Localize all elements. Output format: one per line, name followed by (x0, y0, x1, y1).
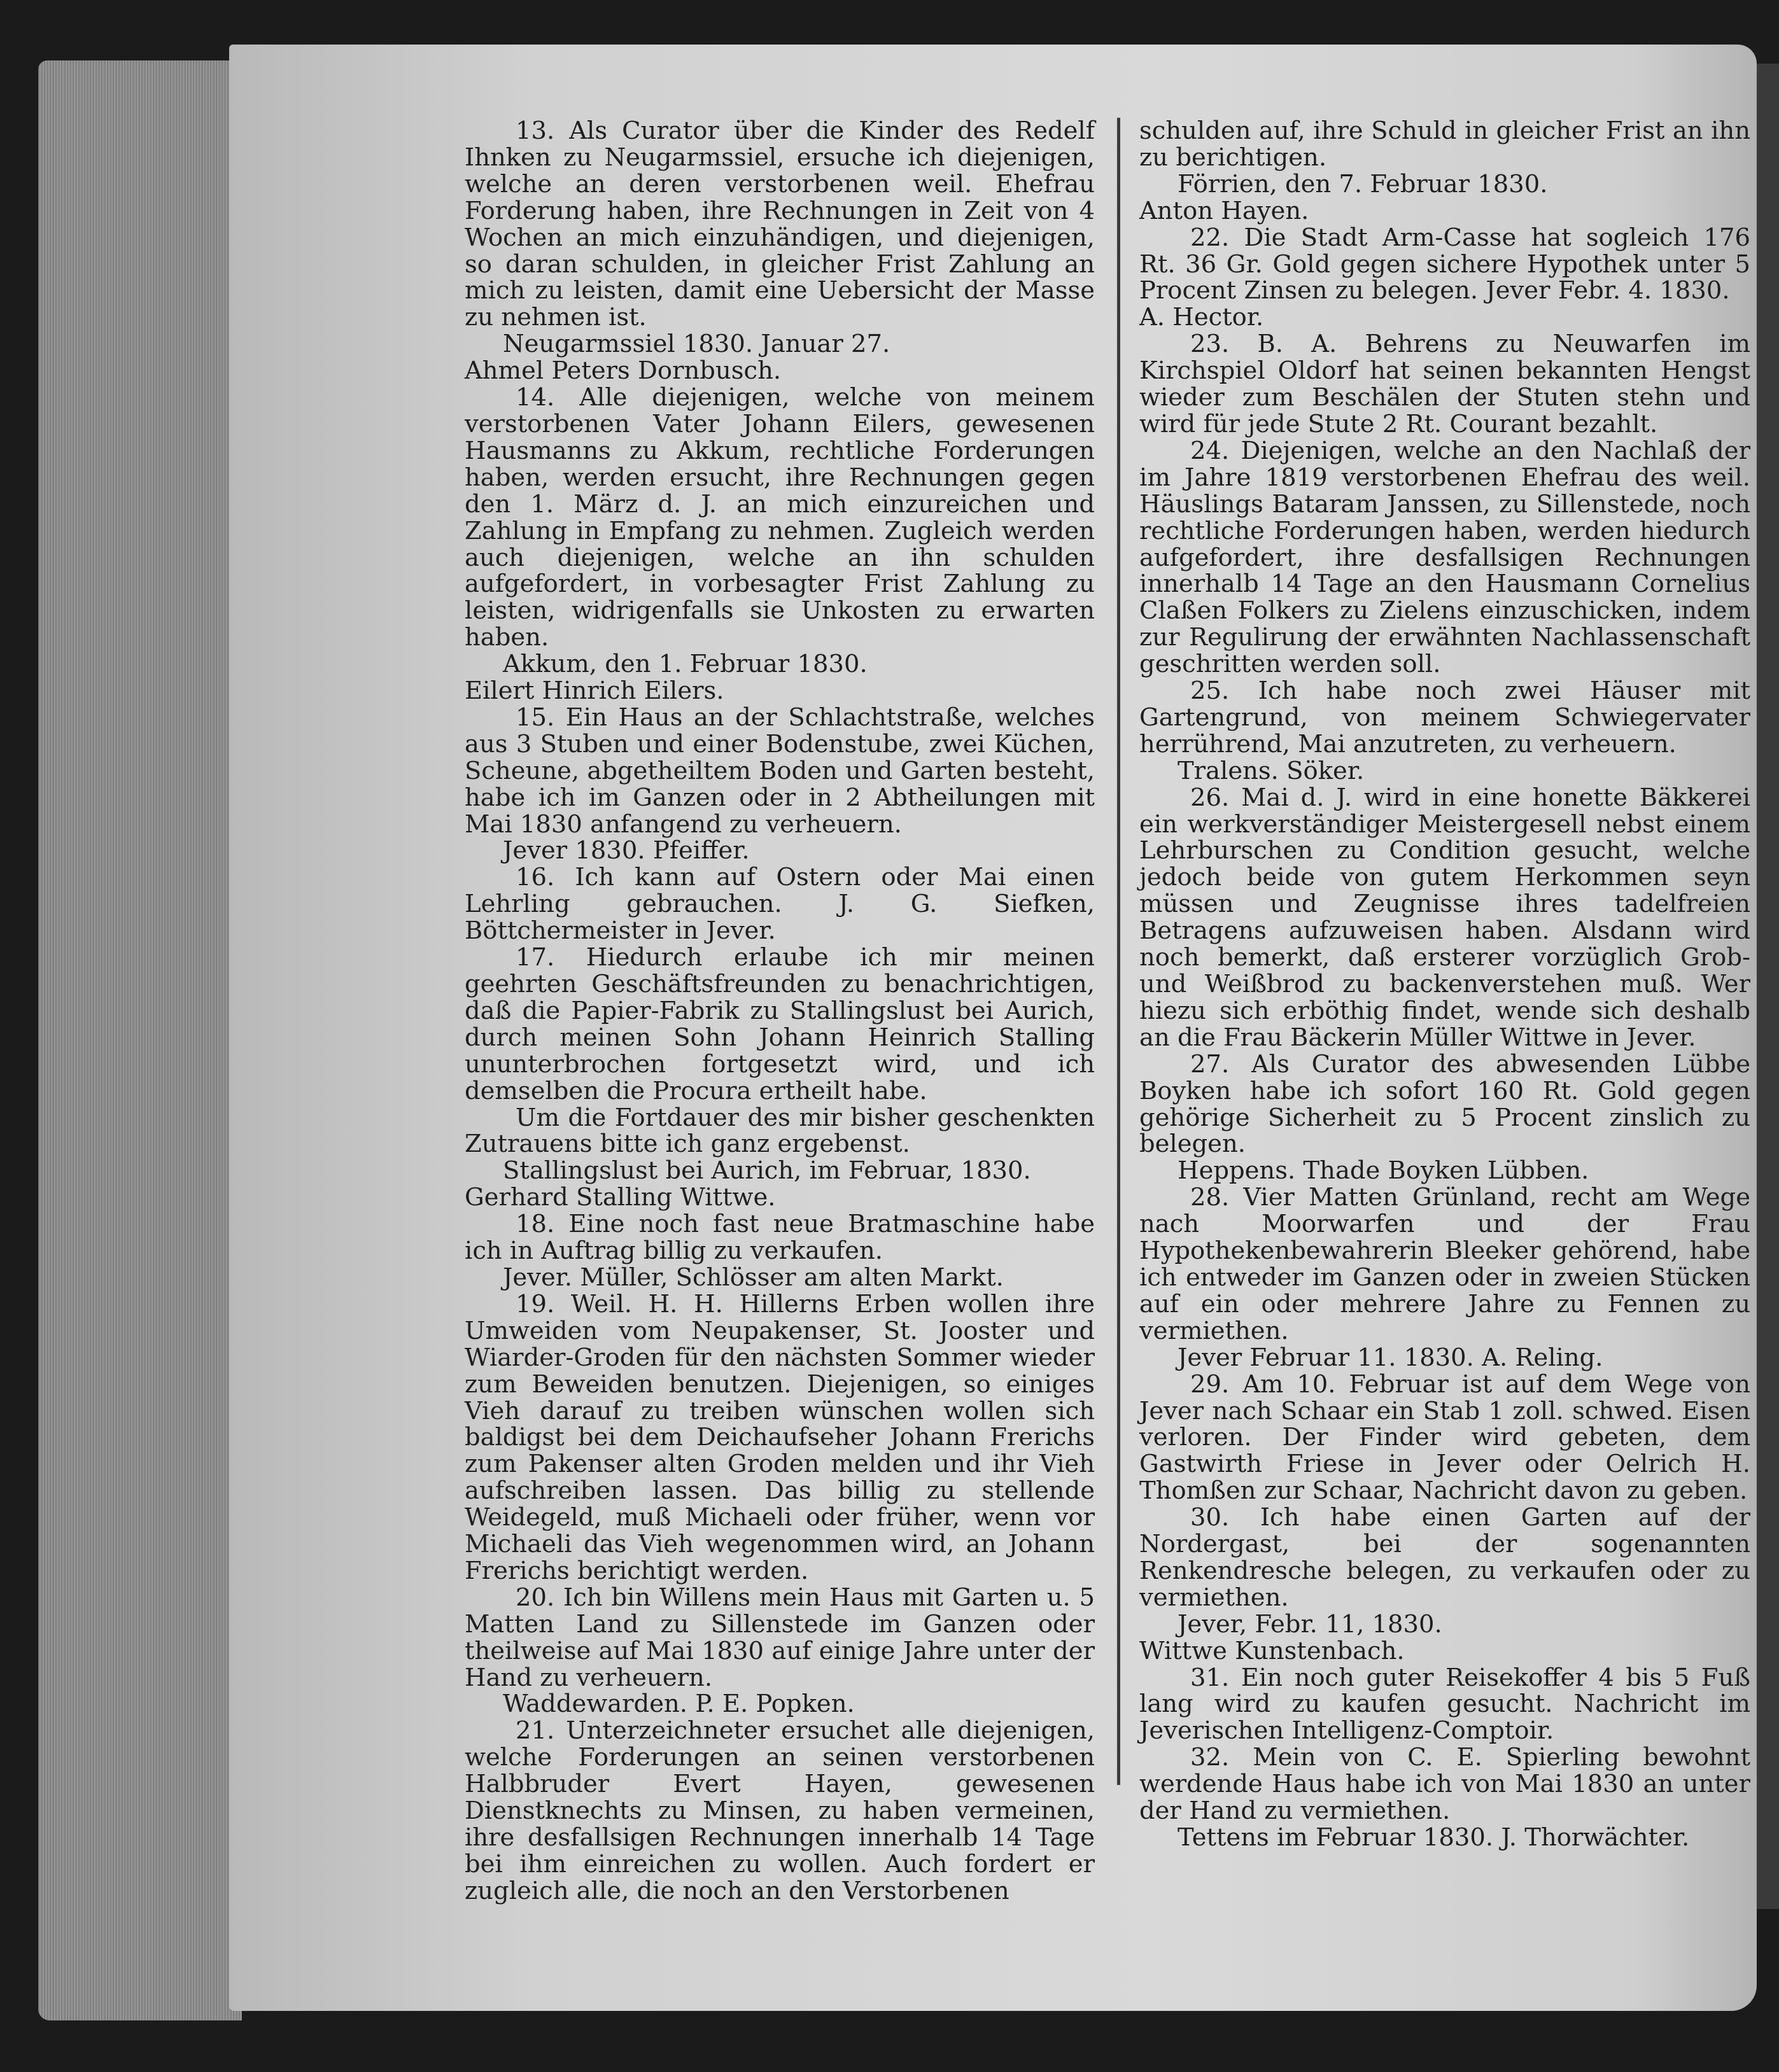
paragraph: 29. Am 10. Februar ist auf dem Wege von Jever nach Schaar ein Stab 1 zoll. schwed. Eisen verloren. Der Finder wird gebeten, dem Gastwirth Friese in Jever oder Oelrich H. Thomßen zur Schaar, Nachricht davon zu geben. (1139, 1369, 1750, 1506)
book-page-edges (38, 60, 242, 2020)
paragraph: 32. Mein von C. E. Spierling bewohnt werdende Haus habe ich von Mai 1830 an unter der Hand zu vermiethen. (1139, 1743, 1750, 1826)
paragraph: Ahmel Peters Dornbusch. (465, 356, 782, 386)
paragraph: Förrien, den 7. Februar 1830. (1178, 169, 1548, 199)
paragraph: Neugarmssiel 1830. Januar 27. (503, 330, 890, 359)
paragraph: 17. Hiedurch erlaube ich mir meinen geehrten Geschäftsfreunden zu benachrichtigen, daß die Papier-Fabrik zu Stallingslust bei Aurich, durch meinen Sohn Johann Heinrich Stalling ununterbrochen fortgesetzt wird, und ich demselben die Procura ertheilt habe. (465, 943, 1095, 1105)
paragraph: 23. B. A. Behrens zu Neuwarfen im Kirchspiel Oldorf hat seinen bekannten Hengst wieder zum Beschälen der Stuten stehn und wird für jede Stute 2 Rt. Courant bezahlt. (1139, 330, 1750, 438)
paragraph: 24. Diejenigen, welche an den Nachlaß der im Jahre 1819 verstorbenen Ehefrau des weil. Häuslings Bataram Janssen, zu Sillenstede, noch rechtliche Forderungen haben, werden hiedurch aufgefordert, ihre desfallsigen Rechnungen innerhalb 14 Tage an den Hausmann Cornelius Claßen Folkers zu Zielens einzuschicken, indem zur Regulirung der erwähnten Nachlassenschaft geschritten werden soll. (1139, 436, 1750, 679)
left-column (465, 118, 1095, 1905)
paragraph: 26. Mai d. J. wird in eine honette Bäkkerei ein werkverständiger Meistergesell nebst einem Lehrburschen zu Condition gesucht, welche jedoch beide von gutem Herkommen seyn müssen und Zeugnisse ihres tadelfreien Betragens aufzuweisen haben. Alsdann wird noch bemerkt, daß ersterer vorzüglich Grob- und Weißbrod zu backenverstehen muß. Wer hiezu sich erböthig findet, wende sich deshalb an die Frau Bäckerin Müller Wittwe in Jever. (1139, 783, 1750, 1052)
column-divider (1117, 118, 1120, 1785)
paragraph: 16. Ich kann auf Ostern oder Mai einen Lehrling gebrauchen. J. G. Siefken, Böttchermeister in Jever. (465, 863, 1095, 946)
paragraph: Um die Fortdauer des mir bisher geschenkten Zutrauens bitte ich ganz ergebenst. (465, 1103, 1095, 1159)
right-column (1139, 118, 1750, 1851)
paragraph: Waddewarden. P. E. Popken. (503, 1690, 855, 1719)
paragraph: Tettens im Februar 1830. J. Thorwächter. (1178, 1823, 1690, 1852)
paragraph: 27. Als Curator des abwesenden Lübbe Boyken habe ich sofort 160 Rt. Gold gegen gehörige Sicherheit zu 5 Procent zinslich zu belegen. (1139, 1049, 1750, 1159)
paragraph: Anton Hayen. (1139, 196, 1309, 225)
paragraph: 19. Weil. H. H. Hillerns Erben wollen ihre Umweiden vom Neupakenser, St. Jooster und Wiarder-Groden für den nächsten Sommer wieder zum Beweiden benutzen. Diejenigen, so einiges Vieh darauf zu treiben wünschen wollen sich baldigst bei dem Deichaufseher Johann Frerichs zum Pakenser alten Groden melden und ihr Vieh aufschreiben lassen. Das billig zu stellende Weidegeld, muß Michaeli oder früher, wenn vor Michaeli das Vieh wegenommen wird, an Johann Frerichs berichtigt werden. (465, 1289, 1095, 1585)
facing-page-edge (1757, 64, 1779, 1909)
paragraph: 22. Die Stadt Arm-Casse hat sogleich 176 Rt. 36 Gr. Gold gegen sichere Hypothek unter 5 Procent Zinsen zu belegen. Jever Febr. 4. 1830. (1139, 223, 1750, 305)
paragraph: schulden auf, ihre Schuld in gleicher Frist an ihn zu berichtigen. (1139, 116, 1750, 172)
paragraph: 18. Eine noch fast neue Bratmaschine habe ich in Auftrag billig zu verkaufen. (465, 1210, 1095, 1266)
paragraph: Jever, Febr. 11, 1830. (1178, 1609, 1442, 1639)
paragraph: Tralens. Söker. (1178, 756, 1365, 785)
paragraph: 14. Alle diejenigen, welche von meinem verstorbenen Vater Johann Eilers, gewesenen Hausmanns zu Akkum, rechtliche Forderungen haben, werden ersucht, ihre Rechnungen gegen den 1. März d. J. an mich einzureichen und Zahlung in Empfang zu nehmen. Zugleich werden auch diejenigen, welche an ihn schulden aufgefordert, in vorbesagter Frist Zahlung zu leisten, widrigenfalls sie Unkosten zu erwarten haben. (465, 383, 1095, 652)
paragraph: Wittwe Kunstenbach. (1139, 1636, 1405, 1665)
paragraph: Stallingslust bei Aurich, im Februar, 1830. (503, 1156, 1031, 1186)
paragraph: 25. Ich habe noch zwei Häuser mit Gartengrund, von meinem Schwiegervater herrührend, Mai anzutreten, zu verheuern. (1139, 676, 1750, 759)
paragraph: 13. Als Curator über die Kinder des Redelf Ihnken zu Neugarmssiel, ersuche ich diejenigen, welche an deren verstorbenen weil. Ehefrau Forderung haben, ihre Rechnungen in Zeit von 4 Wochen an mich einzuhändigen, und diejenigen, so daran schulden, in gleicher Frist Zahlung an mich zu leisten, damit eine Uebersicht der Masse zu nehmen ist. (465, 116, 1095, 332)
paragraph: 20. Ich bin Willens mein Haus mit Garten u. 5 Matten Land zu Sillenstede im Ganzen oder theilweise auf Mai 1830 auf einige Jahre unter der Hand zu verheuern. (465, 1583, 1095, 1692)
paragraph: Heppens. Thade Boyken Lübben. (1178, 1156, 1589, 1186)
paragraph: Eilert Hinrich Eilers. (465, 676, 724, 706)
paragraph: A. Hector. (1139, 303, 1264, 332)
paragraph: Jever. Müller, Schlösser am alten Markt. (503, 1263, 1004, 1292)
paragraph: Gerhard Stalling Wittwe. (465, 1183, 776, 1212)
paragraph: 31. Ein noch guter Reisekoffer 4 bis 5 Fuß lang wird zu kaufen gesucht. Nachricht im Jeverischen Intelligenz-Comptoir. (1139, 1663, 1750, 1746)
paragraph: 28. Vier Matten Grünland, recht am Wege nach Moorwarfen und der Frau Hypothekenbewahrerin Bleeker gehörend, habe ich entweder im Ganzen oder in zweien Stücken auf ein oder mehrere Jahre zu Fennen zu vermiethen. (1139, 1183, 1750, 1345)
paragraph: Jever Februar 11. 1830. A. Reling. (1178, 1343, 1603, 1372)
paragraph: Jever 1830. Pfeiffer. (503, 836, 750, 865)
paragraph: 21. Unterzeichneter ersuchet alle diejenigen, welche Forderungen an seinen verstorbenen Halbbruder Evert Hayen, gewesenen Dienstknechts zu Minsen, zu haben vermeinen, ihre desfallsigen Rechnungen innerhalb 14 Tage bei ihm einreichen zu wollen. Auch fordert er zugleich alle, die noch an den Verstorbenen (465, 1716, 1095, 1905)
paragraph: 30. Ich habe einen Garten auf der Nordergast, bei der sogenannten Renkendresche belegen, zu verkaufen oder zu vermiethen. (1139, 1503, 1750, 1612)
paragraph: Akkum, den 1. Februar 1830. (503, 650, 868, 679)
paragraph: 15. Ein Haus an der Schlachtstraße, welches aus 3 Stuben und einer Bodenstube, zwei Küchen, Scheune, abgetheiltem Boden und Garten besteht, habe ich im Ganzen oder in 2 Abtheilungen mit Mai 1830 anfangend zu verheuern. (465, 703, 1095, 839)
